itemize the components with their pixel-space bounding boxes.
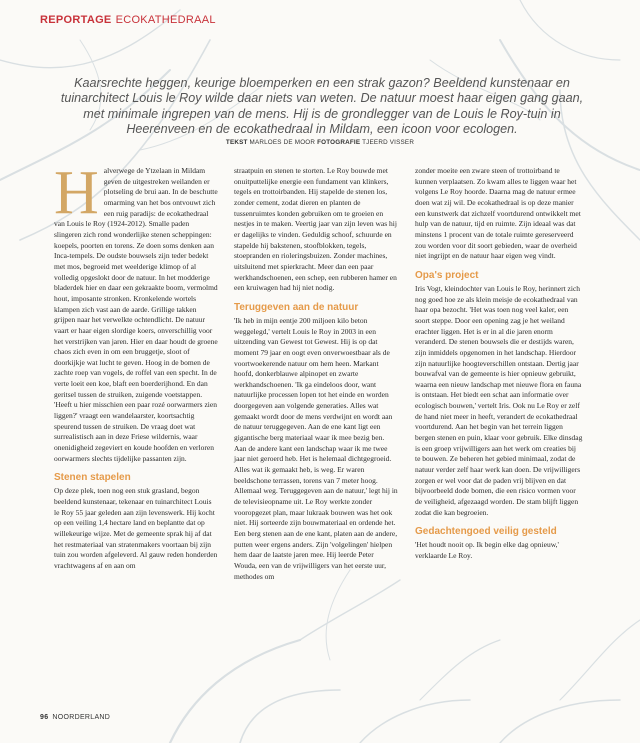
body-paragraph: straatpuin en stenen te storten. Le Roy bouwde met onuitputtelijke energie een fundament van klinkers, tegels en trottoirbanden. Hij stapelde de stenen los, zonder cement, zodat dieren en planten de tussenruimtes konden gebruiken om te groeien en nestjes in te maken. Veertig jaar van zijn leven was hij er dagelijks te vinden. Geduldig schoof, schuurde en stapelde hij bakstenen, stoofblokken, tegels, stoepranden en rioleringsbuizen. Zonder machines, uitsluitend met spierkracht. Meer dan een paar werkhandschoenen, een schep, een rubberen hamer en een kruiwagen had hij niet nodig. [234, 166, 397, 293]
credit-text-label: TEKST [225, 139, 248, 146]
body-paragraph: zonder moeite een zware steen of trottoirband te kunnen verplaatsen. Zo kwam alles te liggen waar het volgens Le Roy hoorde. Daarna mag de natuur ermee doen wat zij wil. De ecokathedraal is op deze manier een kunstwerk dat zichzelf voortdurend ontwikkelt met hulp van de natuur, tijd en ruimte. Zijn ideaal was dat minstens 1 procent van de totale ruimte gereserveerd zou worden voor dit soort gebieden, waar de overheid niet ingrijpt en de natuur haar eigen weg vindt. [415, 166, 581, 261]
drop-cap: H [54, 159, 99, 227]
credit-photo-author: TJEERD VISSER [362, 139, 415, 146]
section-kicker: REPORTAGE [40, 14, 112, 26]
page-number: 96 [40, 714, 49, 721]
body-paragraph: 'Ik heb in mijn eentje 200 miljoen kilo beton weggelegd,' vertelt Louis le Roy in 2003 in een uitzending van Gewest tot Gewest. Hij is op dat moment 79 jaar en oogt even onverwoestbaar als de voortwoekerende natuur om hem heen. Markant hoofd, donkerblauwe alpinopet en zwarte werkhandschoenen. 'Ik ga eindeloos door, want natuurlijke processen lopen tot het einde en worden doorgegeven aan volgende generaties. Alles wat gemaakt wordt door de mens verdwijnt en wordt aan de natuur teruggegeven. Aan de ene kant ligt een gigantische berg materiaal waar ik mee bezig ben. Aan de andere kant een landschap waar ik me twee jaar niet geroerd heb. Het is helemaal dichtgegroeid. Alles wat ik gemaakt heb, is weg. Er waren beeldschone terrassen, torens van 7 meter hoog. Allemaal weg. Teruggegeven aan de natuur,' legt hij in de televisieopname uit. Le Roy werkte zonder vooropgezet plan, maar lukraak bouwen was het ook niet. Hij sorteerde zijn bouwmateriaal en ordende het. Een berg stenen aan de ene kant, platen aan de andere, putten weer ergens anders. Zijn 'volgelingen' hielpen hem daar de laatste jaren mee. Hij leerde Peter Wouda, een van de vrijwilligers van het eerste uur, methodes om [234, 315, 398, 581]
magazine-name: NOORDERLAND [52, 714, 111, 721]
article-column-2 [234, 166, 398, 582]
body-paragraph: 'Het houdt nooit op. Ik begin elke dag opnieuw,' verklaarde Le Roy. [415, 540, 559, 560]
article-column-1 [54, 159, 218, 572]
body-paragraph: Iris Vogt, kleindochter van Louis le Roy, herinnert zich nog goed hoe ze als klein meisje de ecokathedraal van haar opa bezocht. 'Het was toen nog veel kaler, een soort steppe. Door een opening zag je het weiland erachter liggen. Het is er in al die jaren enorm veranderd. De stenen bouwsels die er destijds waren, zijn inmiddels opgenomen in het landschap. Hierdoor zijn natuurlijke hoogteverschillen ontstaan. Dertig jaar bouwafval van de gemeente is hier opnieuw gebruikt, waarna een nieuw landschap met nieuwe flora en fauna is ontstaan. Het biedt een schat aan informatie over ecologisch bouwen,' vertelt Iris. Ook nu Le Roy er zelf de hand niet meer in heeft, verandert de ecokathedraal voortdurend. Aan het begin van het terrein liggen bergen stenen en puin, klaar voor gebruik. Elke dinsdag is een groep vrijwilligers aan het werk om creaties bij te bouwen. Ze beheren het gebied minimaal, zodat de natuur verder zelf haar werk kan doen. De vrijwilligers zorgen er wel voor dat de paden vrij blijven en dat bijvoorbeeld dode bomen, die een risico vormen voor de veiligheid, afgezaagd worden. De stam blijft liggen zodat die kan begroeien. [415, 283, 583, 517]
credit-photo-label: FOTOGRAFIE [317, 139, 361, 146]
page-footer [40, 714, 110, 721]
body-paragraph: Op deze plek, toen nog een stuk grasland, begon beeldend kunstenaar, tekenaar en tuinarchitect Louis le Roy 55 jaar geleden aan zijn levenswerk. Hij kocht op een veiling 1,4 hectare land en beplantte dat op willekeurige wijze. Met de gemeente sprak hij af dat het restmateriaal van stratenmakers voortaan bij zijn tuin zou worden afgeleverd. Al gauw reden honderden vrachtwagens af en aan om [54, 486, 218, 570]
article-intro: Kaarsrechte heggen, keurige bloemperken en een strak gazon? Beeldend kunstenaar en tuinarchitect Louis le Roy wilde daar niets van weten. De natuur moest haar eigen gang gaan, met minimale ingrepen van de mens. Hij is de grondlegger van de Louis le Roy-tuin in Heerenveen en de ecokathedraal in Mildam, een icoon voor ecologen. [60, 76, 584, 137]
credit-text-author: MARLOES DE MOOR [249, 139, 316, 146]
body-paragraph: alverwege de Ytzelaan in Mildam geven de uitgestreken weilanden er plotseling de brui aan. In de beschutte omarming van het bos ontvouwt zich een ruig paradijs: de ecokathedraal van Louis le Roy (1924-2012). Smalle paden slingeren zich rond wonderlijke stenen scheppingen: koepels, poorten en torens. Ze doen soms denken aan Inca-tempels. De oudste bouwsels zijn teder bedekt met mos, begroeid met weelderige klimop of al volledig opgeslokt door de natuur. In het modderige bladerdek hier en daar een gekraakte boom, vermolmd hout, imposante stronken. Kronkelende wortels klampen zich vast aan de aarde. Grillige takken grijpen naar het verwelkte ochtendlicht. De natuur vaart er haar eigen slordige koers, onverschillig voor het verstrijken van jaren. Hier en daar houdt de groene chaos zich even in om een bruggetje, sloot of doorkijkje wat lucht te geven. Hoog in de bomen de zachte roep van vogels, de roffel van een specht. In de verte loeit een koe, blaft een boerderijhond. En dan geritsel tussen de struiken, zuigende voetstappen. 'Heeft u hier misschien een paar rozé oorwarmers zien liggen?' vraagt een wandelaarster, koortsachtig speurend tussen de struiken. De vraag doet wat surrealistisch aan in deze Friese wildernis, waar onenidigheid zegeviert en koude hoofden en verloren oorwarmers slechts tijdelijke passanten zijn. [54, 166, 218, 463]
article-column-3 [415, 166, 583, 562]
article-credits [0, 139, 640, 146]
subheading-opas-project: Opa's project [415, 269, 479, 281]
subheading-gedachtengoed: Gedachtengoed veilig gesteld [415, 526, 557, 538]
section-title: ECOKATHEDRAAL [115, 14, 216, 26]
subheading-stenen-stapelen: Stenen stapelen [54, 472, 131, 484]
page-header [40, 14, 216, 26]
subheading-teruggeven: Teruggeven aan de natuur [234, 301, 359, 313]
